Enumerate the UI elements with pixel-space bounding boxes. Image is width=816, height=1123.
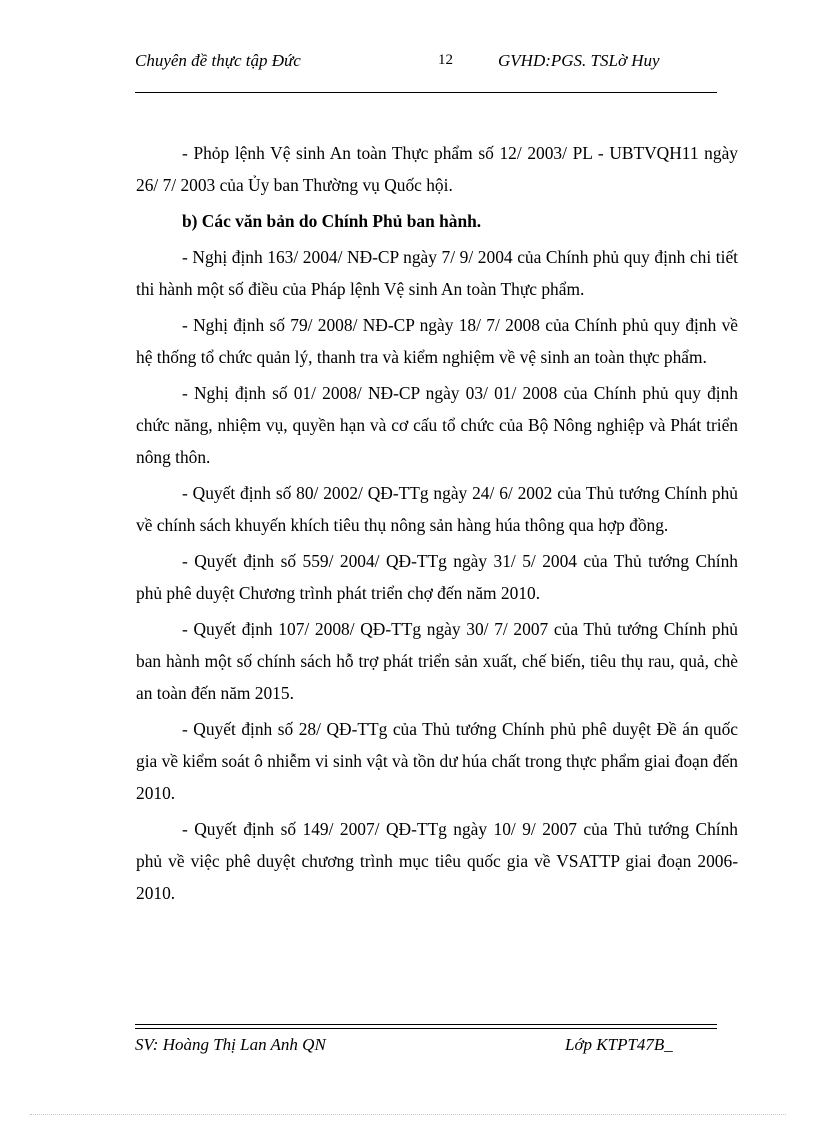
- section-heading: b) Các văn bản do Chính Phủ ban hành.: [182, 211, 482, 231]
- page-header: [135, 48, 717, 94]
- page-edge-dotted-line: [30, 1114, 786, 1115]
- paragraph-1: - Phỏp lệnh Vệ sinh An toàn Thực phẩm số 12/ 2003/ PL - UBTVQH11 ngày 26/ 7/ 2003 của Ủy ban Thường vụ Quốc hội.: [136, 143, 738, 195]
- document-body: [136, 137, 738, 913]
- paragraph-6: - Quyết định số 80/ 2002/ QĐ-TTg ngày 24/ 6/ 2002 của Thủ tướng Chính phủ về chính sách khuyến khích tiêu thụ nông sản hàng húa thông qua hợp đồng.: [136, 483, 738, 535]
- page-number: 12: [438, 52, 453, 68]
- paragraph-3: - Nghị định 163/ 2004/ NĐ-CP ngày 7/ 9/ 2004 của Chính phủ quy định chi tiết thi hành một số điều của Pháp lệnh Vệ sinh An toàn Thực phẩm.: [136, 247, 738, 299]
- paragraph-10: - Quyết định số 149/ 2007/ QĐ-TTg ngày 10/ 9/ 2007 của Thủ tướng Chính phủ về việc phê duyệt chương trình mục tiêu quốc gia về VSATTP giai đoạn 2006-2010.: [136, 819, 738, 903]
- footer-right-text: Lớp KTPT47B_: [565, 1035, 673, 1054]
- header-rule: [135, 92, 717, 93]
- header-right-text: GVHD:PGS. TSLờ Huy: [498, 51, 660, 70]
- footer-rule-top: [135, 1024, 717, 1025]
- paragraph-9: - Quyết định số 28/ QĐ-TTg của Thủ tướng Chính phủ phê duyệt Đề án quốc gia về kiểm soát ô nhiễm vi sinh vật và tồn dư húa chất trong thực phẩm giai đoạn đến 2010.: [136, 719, 738, 803]
- header-left-text: Chuyên đề thực tập Đức: [135, 51, 301, 70]
- paragraph-8: - Quyết định 107/ 2008/ QĐ-TTg ngày 30/ 7/ 2007 của Thủ tướng Chính phủ ban hành một số chính sách hỗ trợ phát triển sản xuất, chế biến, tiêu thụ rau, quả, chè an toàn đến năm 2015.: [136, 619, 738, 703]
- paragraph-7: - Quyết định số 559/ 2004/ QĐ-TTg ngày 31/ 5/ 2004 của Thủ tướng Chính phủ phê duyệt Chương trình phát triển chợ đến năm 2010.: [136, 551, 738, 603]
- footer-rule-bottom: [135, 1028, 717, 1029]
- paragraph-5: - Nghị định số 01/ 2008/ NĐ-CP ngày 03/ 01/ 2008 của Chính phủ quy định chức năng, nhiệm vụ, quyền hạn và cơ cấu tổ chức của Bộ Nông nghiệp và Phát triển nông thôn.: [136, 383, 738, 467]
- paragraph-4: - Nghị định số 79/ 2008/ NĐ-CP ngày 18/ 7/ 2008 của Chính phủ quy định về hệ thống tổ chức quản lý, thanh tra và kiểm nghiệm về vệ sinh an toàn thực phẩm.: [136, 315, 738, 367]
- page-footer: [135, 1024, 717, 1084]
- footer-left-text: SV: Hoàng Thị Lan Anh QN: [135, 1035, 326, 1054]
